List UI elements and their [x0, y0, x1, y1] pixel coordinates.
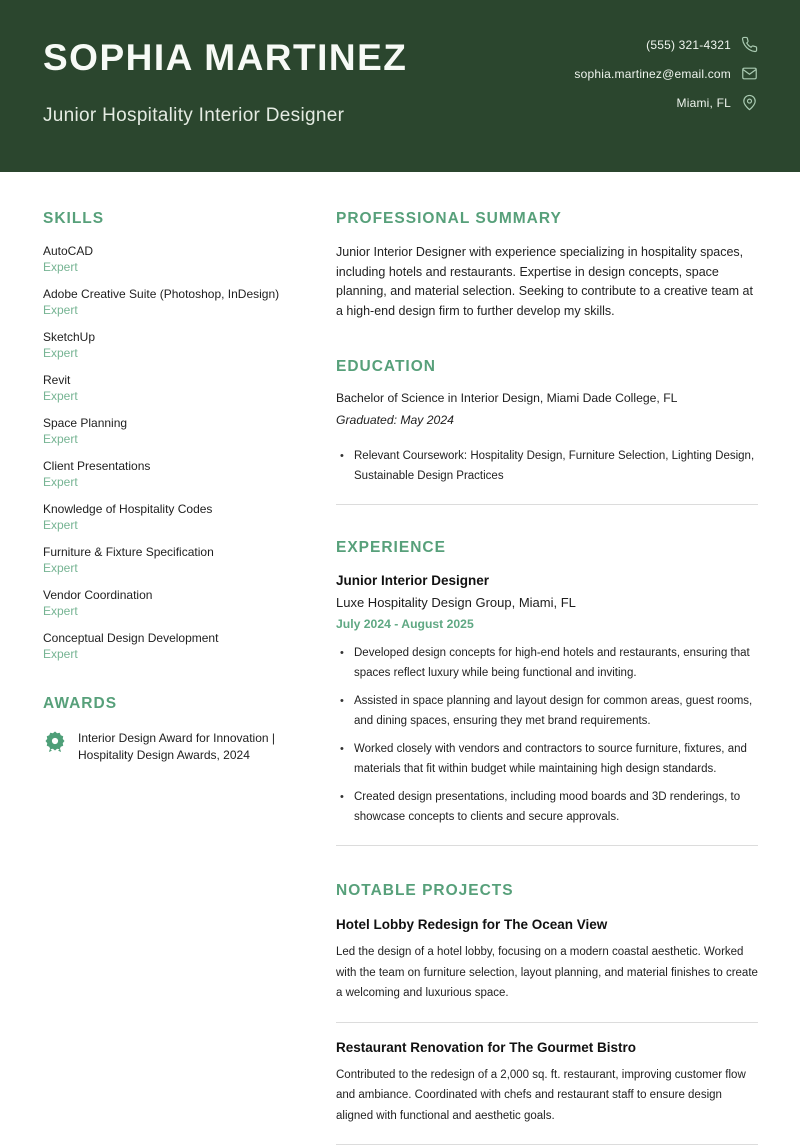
skill-level: Expert: [43, 431, 307, 447]
skill-item: [43, 544, 307, 576]
awards-section: [43, 695, 307, 763]
project-entry: [336, 1040, 758, 1145]
header-identity: [43, 34, 407, 172]
skill-item: [43, 587, 307, 619]
education-bullets: [336, 447, 758, 486]
resume-header: [0, 0, 800, 172]
awards-heading: AWARDS: [43, 695, 307, 713]
job-bullet: • Assisted in space planning and layout design for common areas, guest rooms, and dining spaces, ensuring they met brand requirements.: [336, 692, 758, 731]
award-item: [43, 730, 307, 763]
resume-body: [0, 172, 800, 1145]
job-bullet: • Created design presentations, including mood boards and 3D renderings, to showcase concepts to clients and secure approvals.: [336, 788, 758, 827]
job-dates: July 2024 - August 2025: [336, 617, 758, 631]
contact-phone: [646, 36, 758, 53]
skill-name: Knowledge of Hospitality Codes: [43, 501, 307, 517]
award-text: Interior Design Award for Innovation | Hospitality Design Awards, 2024: [78, 730, 278, 763]
skill-item: [43, 286, 307, 318]
person-title: Junior Hospitality Interior Designer: [43, 105, 407, 127]
job-title: Junior Interior Designer: [336, 573, 758, 588]
skill-item: [43, 372, 307, 404]
education-heading: EDUCATION: [336, 358, 758, 376]
job-bullets: [336, 644, 758, 827]
job-bullet: • Worked closely with vendors and contractors to source furniture, fixtures, and materials that fit within budget while maintaining high design standards.: [336, 740, 758, 779]
right-column: [336, 172, 758, 1145]
project-entry: [336, 917, 758, 1023]
skills-section: [43, 210, 307, 662]
skill-name: Revit: [43, 372, 307, 388]
job-company: Luxe Hospitality Design Group, Miami, FL: [336, 595, 758, 610]
graduation-date: Graduated: May 2024: [336, 413, 758, 427]
section-divider: [336, 1022, 758, 1023]
education-section: [336, 358, 758, 505]
skill-item: [43, 329, 307, 361]
degree-line: Bachelor of Science in Interior Design, Miami Dade College, FL: [336, 391, 758, 405]
skill-item: [43, 501, 307, 533]
skill-name: Space Planning: [43, 415, 307, 431]
skill-level: Expert: [43, 259, 307, 275]
skill-name: Vendor Coordination: [43, 587, 307, 603]
skill-item: [43, 458, 307, 490]
summary-section: [336, 210, 758, 321]
left-column: [43, 172, 307, 1145]
project-title: Hotel Lobby Redesign for The Ocean View: [336, 917, 758, 932]
experience-heading: EXPERIENCE: [336, 539, 758, 557]
location-pin-icon: [741, 94, 758, 111]
skill-name: AutoCAD: [43, 243, 307, 259]
skill-name: Client Presentations: [43, 458, 307, 474]
award-rosette-icon: [43, 730, 67, 754]
skills-heading: SKILLS: [43, 210, 307, 228]
skill-name: SketchUp: [43, 329, 307, 345]
email-address: sophia.martinez@email.com: [574, 67, 731, 81]
projects-heading: NOTABLE PROJECTS: [336, 882, 758, 900]
section-divider: [336, 504, 758, 505]
job-bullet: • Developed design concepts for high-end hotels and restaurants, ensuring that spaces reflect luxury while being functional and inviting.: [336, 644, 758, 683]
skill-level: Expert: [43, 388, 307, 404]
education-bullet: • Relevant Coursework: Hospitality Design, Furniture Selection, Lighting Design, Sustainable Design Practices: [336, 447, 758, 486]
phone-number: (555) 321-4321: [646, 38, 731, 52]
skill-name: Furniture & Fixture Specification: [43, 544, 307, 560]
envelope-icon: [741, 65, 758, 82]
experience-section: [336, 539, 758, 846]
project-description: Contributed to the redesign of a 2,000 sq. ft. restaurant, improving customer flow and ambiance. Coordinated with chefs and restaurant staff to ensure design aligned with functional and aesthetic goals.: [336, 1065, 758, 1127]
person-name: SOPHIA MARTINEZ: [43, 38, 407, 79]
skill-level: Expert: [43, 646, 307, 662]
skill-name: Adobe Creative Suite (Photoshop, InDesign): [43, 286, 307, 302]
skill-level: Expert: [43, 302, 307, 318]
project-title: Restaurant Renovation for The Gourmet Bistro: [336, 1040, 758, 1055]
skill-item: [43, 415, 307, 447]
summary-text: Junior Interior Designer with experience specializing in hospitality spaces, including hotels and restaurants. Expertise in design concepts, space planning, and material selection. Seeking to contribute to a creative team at a high-end design firm to further develop my skills.: [336, 243, 758, 321]
phone-icon: [741, 36, 758, 53]
job-entry: [336, 573, 758, 827]
contact-location: [677, 94, 758, 111]
skill-item: [43, 243, 307, 275]
project-description: Led the design of a hotel lobby, focusing on a modern coastal aesthetic. Worked with the team on furniture selection, layout planning, and material finishes to create a welcoming and luxurious space.: [336, 942, 758, 1004]
section-divider: [336, 845, 758, 846]
skills-list: [43, 243, 307, 662]
skill-name: Conceptual Design Development: [43, 630, 307, 646]
projects-section: [336, 882, 758, 1145]
skill-level: Expert: [43, 474, 307, 490]
summary-heading: PROFESSIONAL SUMMARY: [336, 210, 758, 228]
skill-level: Expert: [43, 560, 307, 576]
contact-email: [574, 65, 758, 82]
skill-level: Expert: [43, 603, 307, 619]
skill-level: Expert: [43, 517, 307, 533]
skill-level: Expert: [43, 345, 307, 361]
contact-block: [574, 34, 758, 172]
skill-item: [43, 630, 307, 662]
location-text: Miami, FL: [677, 96, 731, 110]
